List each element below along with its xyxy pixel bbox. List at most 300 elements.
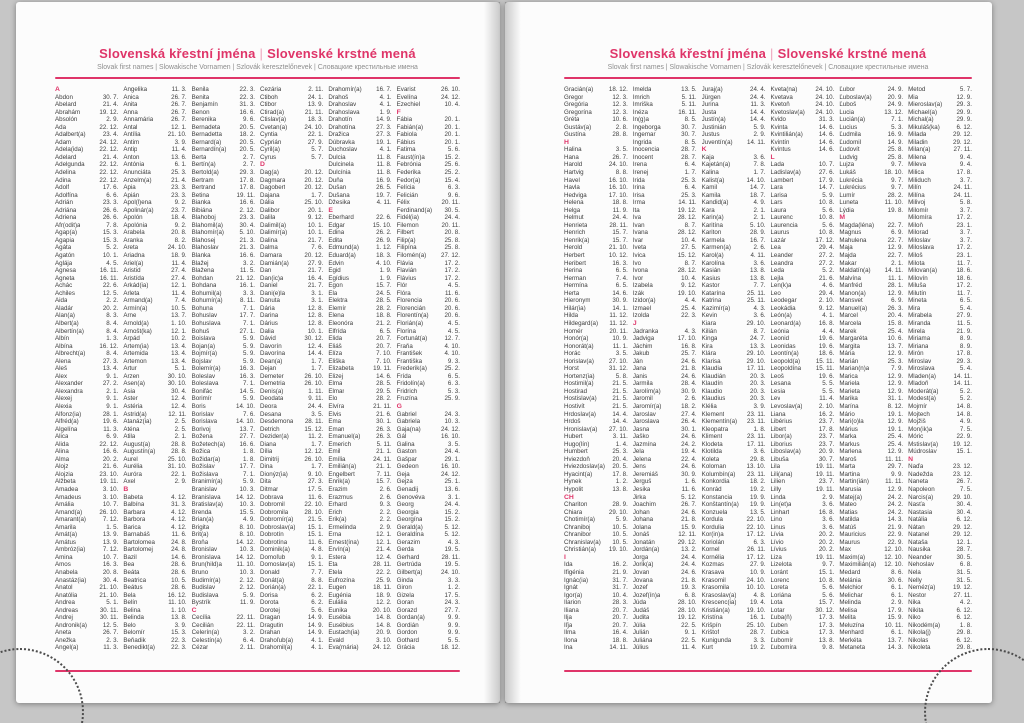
entry-date: 14. 12. <box>236 553 255 561</box>
name-entry <box>55 214 118 222</box>
entry-name: Laurencia <box>770 221 798 229</box>
entry-name: Filomén(a) <box>396 252 427 260</box>
entry-name: Kastor <box>701 282 720 290</box>
name-entry <box>123 207 186 215</box>
entry-name: Mieroslav(a) <box>908 101 943 109</box>
name-entry <box>564 131 628 139</box>
entry-date: 24. 7. <box>750 335 766 343</box>
name-entry <box>633 584 697 592</box>
entry-name: Bohumír(a) <box>191 297 223 305</box>
entry-date: 10. 2. <box>171 335 187 343</box>
name-entry <box>633 275 697 283</box>
entry-date: 6. 2. <box>311 599 324 607</box>
name-entry <box>192 433 255 441</box>
name-entry <box>260 358 323 366</box>
entry-name: Drahomil(a) <box>259 644 293 652</box>
entry-date: 24. 12. <box>99 138 119 146</box>
entry-name: Borislava <box>191 418 218 426</box>
entry-name: Krasomil <box>701 576 726 584</box>
entry-date: 7. 1. <box>891 116 904 124</box>
entry-name: Dobromila <box>259 508 289 516</box>
entry-name: Fraňa <box>396 342 413 350</box>
name-entry <box>260 561 323 569</box>
entry-name: Gracián(a) <box>564 86 594 93</box>
name-entry <box>260 139 323 147</box>
entry-date: 1. 8. <box>242 455 255 463</box>
entry-date: 8. 11. <box>239 297 255 305</box>
entry-date: 14. 6. <box>612 289 628 297</box>
entry-date: 24. 10. <box>441 569 460 576</box>
entry-date: 21. 9. <box>956 327 972 335</box>
name-entry <box>123 86 186 94</box>
entry-name: Milína <box>908 191 925 199</box>
entry-name: Eustach(ia) <box>328 629 360 637</box>
name-entry <box>55 343 118 351</box>
name-entry <box>260 244 323 252</box>
entry-name: Mineta <box>908 297 927 305</box>
name-entry <box>908 509 972 517</box>
name-entry <box>260 86 323 94</box>
name-entry <box>328 637 391 645</box>
entry-name: Melinda <box>839 599 861 607</box>
name-entry <box>328 418 391 426</box>
name-entry <box>123 644 186 652</box>
entry-date: 29. 8. <box>956 629 972 637</box>
name-entry <box>839 501 903 509</box>
entry-name: Libérius <box>770 418 793 426</box>
entry-date: 8. 7. <box>753 327 766 335</box>
entry-date: 11. 8. <box>376 161 392 169</box>
name-entry <box>192 516 255 524</box>
entry-name: Albrecht(a) <box>55 350 86 358</box>
entry-date: 4. 2. <box>959 599 972 607</box>
name-entry <box>908 478 972 486</box>
name-entry <box>702 486 766 494</box>
entry-name: Matias <box>839 508 858 516</box>
entry-date: 14. 8. <box>956 402 972 410</box>
name-entry <box>564 335 628 343</box>
name-entry <box>702 456 766 464</box>
entry-name: Axel <box>123 478 136 486</box>
name-entry <box>564 388 628 396</box>
name-entry <box>633 101 697 109</box>
entry-name: Dorotej <box>259 606 280 614</box>
entry-name: Michal(a) <box>908 116 934 124</box>
entry-date: 6. 9. <box>891 297 904 305</box>
entry-date: 26. 6. <box>102 206 119 214</box>
entry-date: 10. 5. <box>612 531 628 539</box>
entry-date: 23. 11. <box>747 410 766 418</box>
entry-date: 20. 9. <box>818 448 835 456</box>
entry-name: Amát(a) <box>55 531 78 539</box>
entry-date: 28. 12. <box>677 214 697 222</box>
name-entry <box>908 531 972 539</box>
entry-date: 24. 4. <box>681 561 697 569</box>
name-entry <box>770 554 834 562</box>
entry-name: Jasna <box>632 425 650 433</box>
name-entry <box>770 146 834 154</box>
name-entry <box>328 433 391 441</box>
entry-date: 8. 7. <box>684 259 697 267</box>
entry-name: Agneta <box>55 274 75 282</box>
entry-name: Anatólia <box>55 591 78 599</box>
letter-header: A <box>55 86 60 93</box>
name-entry <box>633 531 697 539</box>
entry-name: Aténa <box>123 425 140 433</box>
name-entry <box>55 335 118 343</box>
entry-date: 15. 7. <box>612 229 628 237</box>
entry-name: Kajetán(a) <box>701 161 731 169</box>
name-entry <box>192 192 255 200</box>
entry-date: 10. 3. <box>239 485 255 493</box>
name-entry <box>564 463 628 471</box>
entry-date: 18. 10. <box>884 169 904 177</box>
name-entry <box>328 116 391 124</box>
entry-date: 17. 3. <box>818 629 835 637</box>
name-entry <box>328 177 391 185</box>
entry-date: 16. 7. <box>376 86 392 93</box>
entry-date: 7. 10. <box>376 357 392 365</box>
entry-name: Gorazd <box>396 606 417 614</box>
entry-name: Jeremiáš <box>632 470 658 478</box>
entry-name: Hronislav(a) <box>564 425 598 433</box>
entry-date: 27. 3. <box>376 123 392 131</box>
name-entry <box>192 222 255 230</box>
entry-date: 22. 10. <box>304 501 324 509</box>
entry-date: 25. 8. <box>887 146 904 154</box>
entry-date: 22. 3. <box>171 644 187 652</box>
entry-name: Lukrécius <box>839 184 866 192</box>
name-entry <box>564 599 628 607</box>
entry-name: Brigita <box>191 523 210 531</box>
entry-name: Dulcínia <box>328 169 351 177</box>
name-entry <box>908 101 972 109</box>
name-entry <box>839 629 903 637</box>
entry-name: Kandid(a) <box>701 199 729 207</box>
entry-name: Bohdana <box>191 282 217 290</box>
name-entry <box>702 343 766 351</box>
entry-name: Erik(a) <box>328 516 347 524</box>
entry-date: 17. 12. <box>815 236 835 244</box>
name-entry <box>397 184 460 192</box>
entry-name: Elfrída <box>328 327 347 335</box>
name-entry <box>192 124 255 132</box>
name-entry <box>123 448 186 456</box>
entry-date: 3. 1. <box>447 493 460 501</box>
name-entry <box>55 116 118 124</box>
entry-date: 22. 2. <box>376 569 392 576</box>
entry-date: 30. 7. <box>102 93 119 101</box>
name-entry <box>260 509 323 517</box>
name-entry <box>770 388 834 396</box>
entry-name: Borivoj <box>191 425 211 433</box>
entry-name: Natália <box>908 516 928 524</box>
name-entry <box>908 637 972 645</box>
entry-name: Leandra <box>770 259 794 267</box>
entry-name: Bernadeta <box>191 123 221 131</box>
name-entry <box>260 599 323 607</box>
name-entry <box>633 252 697 260</box>
entry-name: Deodata <box>259 395 284 403</box>
entry-date: 13. 5. <box>750 508 766 516</box>
name-entry <box>260 486 323 494</box>
entry-date: 13. 9. <box>307 101 324 109</box>
entry-date: 20. 8. <box>171 229 187 237</box>
name-entry <box>908 592 972 600</box>
name-entry <box>123 629 186 637</box>
entry-date: 19. 6. <box>818 335 835 343</box>
entry-name: Izabela <box>632 282 653 290</box>
entry-date: 27. 4. <box>171 267 187 275</box>
entry-name: Eliška <box>328 357 345 365</box>
name-entry <box>55 426 118 434</box>
name-entry <box>328 267 391 275</box>
entry-name: Herta <box>564 289 580 297</box>
entry-name: Bohdan <box>191 274 213 282</box>
entry-name: Marika <box>839 395 858 403</box>
entry-name: Asen(a) <box>123 380 145 388</box>
entry-name: Gerhard <box>396 553 420 561</box>
name-entry <box>702 94 766 102</box>
entry-date: 9. 2. <box>174 199 187 207</box>
name-entry <box>260 199 323 207</box>
name-entry <box>770 139 834 147</box>
name-entry <box>702 282 766 290</box>
entry-date: 4. 5. <box>447 327 460 335</box>
name-entry <box>55 546 118 554</box>
entry-name: Natanel <box>908 531 930 539</box>
name-entry <box>123 546 186 554</box>
entry-date: 16. 6. <box>239 108 255 116</box>
name-entry <box>55 320 118 328</box>
entry-date: 22. 7. <box>887 236 904 244</box>
entry-name: Božislav <box>191 463 215 471</box>
entry-date: 10. 7. <box>102 501 119 509</box>
name-entry <box>328 644 391 652</box>
entry-date: 7. 11. <box>376 470 392 478</box>
entry-date: 11. 6. <box>308 493 324 501</box>
entry-date: 14. 6. <box>171 553 187 561</box>
entry-date: 20. 8. <box>444 229 460 237</box>
name-entry <box>908 373 972 381</box>
entry-date: 27. 3. <box>307 478 324 486</box>
entry-name: Leonard(a) <box>770 319 801 327</box>
entry-date: 6. 5. <box>615 282 628 290</box>
name-entry <box>702 124 766 132</box>
page-left <box>16 2 500 703</box>
name-entry <box>702 154 766 162</box>
name-entry <box>192 184 255 192</box>
entry-name: Nela <box>908 569 921 576</box>
entry-name: Imelda <box>632 86 652 93</box>
entry-name: Elizej <box>328 372 344 380</box>
entry-name: Blažena <box>191 267 215 275</box>
entry-date: 28. 12. <box>677 229 697 237</box>
entry-date: 15. 8. <box>887 319 904 327</box>
name-entry <box>397 169 460 177</box>
name-entry <box>55 486 118 494</box>
entry-date: 16. 1. <box>750 614 766 622</box>
entry-name: Deora <box>259 402 277 410</box>
entry-date: 3. 3. <box>753 636 766 644</box>
entry-date: 20. 10. <box>372 606 392 614</box>
name-entry <box>55 229 118 237</box>
name-entry <box>702 335 766 343</box>
entry-name: Miloš <box>908 252 923 260</box>
entry-date: 25. 8. <box>444 236 460 244</box>
name-entry <box>908 546 972 554</box>
name-entry <box>633 343 697 351</box>
entry-name: Bernadetta <box>191 131 222 139</box>
name-entry <box>397 320 460 328</box>
entry-date: 3. 1. <box>311 297 324 305</box>
name-entry <box>564 403 628 411</box>
entry-date: 16. 9. <box>887 131 904 139</box>
entry-date: 24. 6. <box>681 569 697 576</box>
entry-name: Florián(a) <box>396 319 424 327</box>
entry-name: Blahomil(a) <box>191 221 223 229</box>
name-entry <box>839 607 903 615</box>
entry-name: Max <box>839 546 852 554</box>
name-entry <box>123 607 186 615</box>
name-entry <box>908 131 972 139</box>
entry-name: Damara <box>259 252 282 260</box>
entry-date: 18. 8. <box>612 636 628 644</box>
entry-date: 27. 7. <box>444 606 460 614</box>
entry-name: Erich <box>328 508 343 516</box>
entry-name: Amadeus <box>55 493 82 501</box>
name-entry <box>328 441 391 449</box>
entry-name: Ginda <box>396 576 414 584</box>
entry-name: Erhard <box>328 501 347 509</box>
name-entry <box>564 267 628 275</box>
name-entry <box>192 199 255 207</box>
name-entry <box>328 244 391 252</box>
entry-name: Liza <box>770 553 782 561</box>
entry-name: Agáta <box>55 244 72 252</box>
entry-name: Bojslav <box>191 357 212 365</box>
name-entry <box>397 456 460 464</box>
entry-date: 16. 3. <box>239 372 255 380</box>
name-entry <box>397 350 460 358</box>
name-entry <box>839 350 903 358</box>
entry-name: Gordon <box>396 629 418 637</box>
entry-name: Achác <box>55 282 73 290</box>
entry-name: Agapia <box>55 236 75 244</box>
name-entry <box>770 116 834 124</box>
entry-date: 29. 10. <box>608 508 628 516</box>
entry-date: 24. 2. <box>887 508 904 516</box>
entry-date: 17. 8. <box>956 350 972 358</box>
entry-name: Johan <box>632 508 650 516</box>
name-entry <box>123 441 186 449</box>
entry-date: 13. 6. <box>171 153 187 161</box>
name-entry <box>770 169 834 177</box>
entry-date: 15. 7. <box>376 282 392 290</box>
entry-date: 3. 6. <box>753 259 766 267</box>
entry-date: 9. 3. <box>447 357 460 365</box>
entry-date: 13. 3. <box>750 342 766 350</box>
name-entry <box>564 320 628 328</box>
name-entry <box>839 411 903 419</box>
entry-date: 20. 12. <box>304 252 324 260</box>
entry-name: Kvinta <box>770 123 788 131</box>
entry-name: Jadranka <box>632 327 659 335</box>
name-entry <box>192 244 255 252</box>
entry-date: 27. 12. <box>441 252 460 260</box>
entry-name: Amand(a) <box>55 508 83 516</box>
entry-date: 21. 5. <box>612 395 628 403</box>
entry-name: Domoslav(a) <box>259 561 296 569</box>
name-entry <box>908 388 972 396</box>
name-entry <box>908 305 972 313</box>
name-entry <box>702 471 766 479</box>
entry-date: 24. 9. <box>887 101 904 109</box>
entry-date: 25. 10. <box>746 621 766 629</box>
entry-date: 4. 3. <box>753 304 766 312</box>
entry-name: Jana <box>632 365 647 373</box>
entry-name: Liborius <box>770 440 793 448</box>
name-entry <box>192 297 255 305</box>
name-entry <box>564 524 628 532</box>
entry-date: 20. 6. <box>444 304 460 312</box>
name-entry <box>123 131 186 139</box>
entry-date: 14. 8. <box>376 614 392 622</box>
entry-name: Naďa <box>908 463 924 471</box>
entry-name: Miroslava <box>908 365 935 373</box>
entry-name: Aladár <box>55 304 73 312</box>
entry-date: 27. 11. <box>953 591 972 599</box>
name-entry <box>260 146 323 154</box>
entry-date: 10. 3. <box>239 569 255 576</box>
name-entry <box>564 373 628 381</box>
name-entry <box>55 629 118 637</box>
name-entry <box>702 131 766 139</box>
entry-name: Michael(a) <box>908 108 938 116</box>
name-entry <box>260 116 323 124</box>
entry-name: Herman <box>564 274 587 282</box>
name-entry <box>564 229 628 237</box>
name-column <box>908 86 972 652</box>
name-entry <box>123 516 186 524</box>
name-entry <box>397 343 460 351</box>
entry-name: Kvintilián(a) <box>770 131 803 139</box>
entry-date: 22. 1. <box>171 470 187 478</box>
name-entry <box>123 418 186 426</box>
entry-date: 14. 9. <box>307 614 324 622</box>
entry-date: 2. 5. <box>174 425 187 433</box>
name-entry <box>260 312 323 320</box>
entry-date: 12. 9. <box>887 485 904 493</box>
entry-name: Barnabáš <box>123 531 150 539</box>
entry-date: 28. 10. <box>677 606 697 614</box>
name-entry <box>192 426 255 434</box>
entry-date: 15. 7. <box>818 599 835 607</box>
entry-date: 30. 12. <box>304 335 324 343</box>
name-entry <box>770 644 834 652</box>
name-entry <box>702 267 766 275</box>
entry-date: 17. 5. <box>307 485 324 493</box>
entry-date: 5. 2. <box>959 395 972 403</box>
name-entry <box>55 199 118 207</box>
entry-name: Lazár <box>770 236 786 244</box>
name-entry <box>702 237 766 245</box>
entry-date: 12. 9. <box>956 93 972 101</box>
entry-date: 27. 3. <box>376 131 392 139</box>
entry-name: Karmen(a) <box>701 244 731 252</box>
name-entry <box>328 546 391 554</box>
entry-name: Bonifác <box>191 387 213 395</box>
